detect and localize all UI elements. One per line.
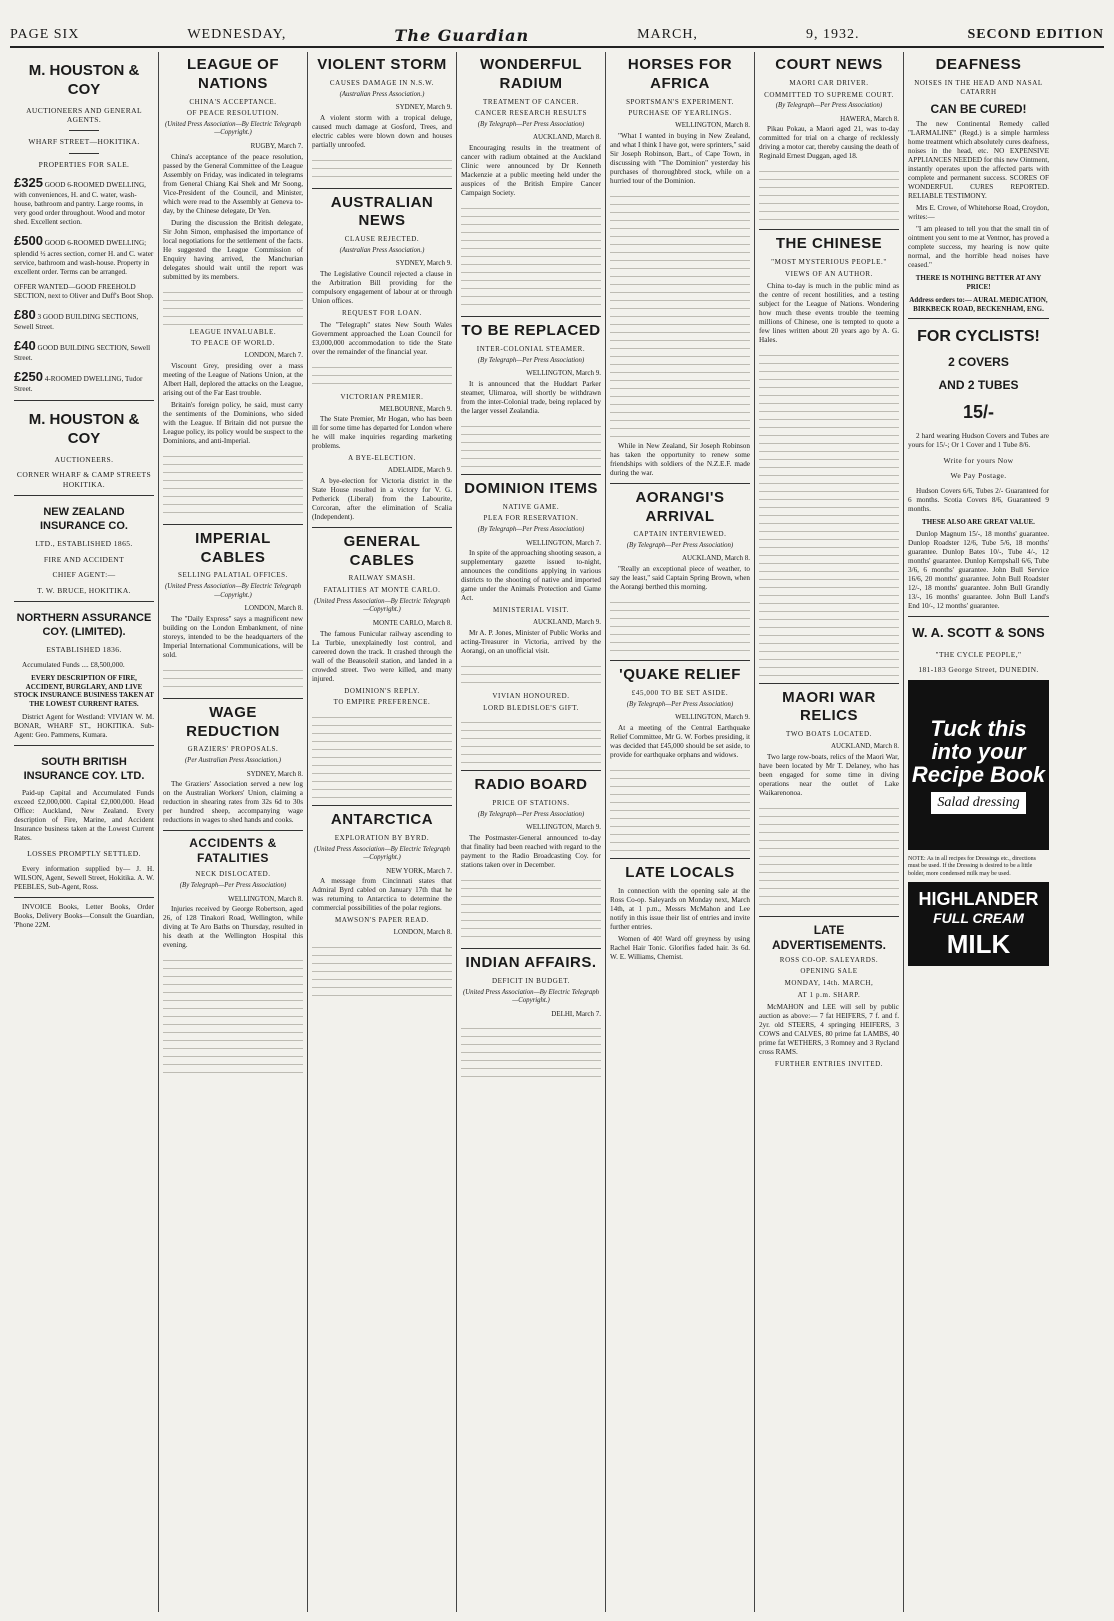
subhead: MONDAY, 14th. MARCH,	[784, 979, 874, 988]
divider	[461, 474, 601, 475]
subhead: EXPLORATION BY BYRD.	[334, 833, 430, 842]
property-price: £500	[14, 233, 43, 249]
article-text: A message from Cincinnati states that Admiral Byrd cabled on January 17th that he was returning to Antarctica to determine the commercial possibilities of the polar regions.	[312, 877, 452, 913]
text-continuation	[461, 873, 601, 943]
credit: (Australian Press Association.)	[339, 246, 425, 254]
column-2	[159, 52, 308, 1612]
article-text: The Postmaster-General announced to-day that finality had been reached with regard to the payment to the Radio Broadcasting Coy. for stations taken over in December.	[461, 834, 601, 870]
ad-text: "I am pleased to tell you that the small tin of ointment you sent to me at Ventnor, has proved a complete success, my hearing is now quite normal, and the horrible head noises have ceased."	[908, 225, 1049, 270]
property-text: GOOD 6-ROOMED DWELLING; splendid ½ acres section, corner H. and C. water service, bathroom and wash-house. Property in excellent order. Terms can be arranged.	[14, 239, 154, 276]
credit: (By Telegraph—Per Press Association)	[775, 102, 883, 110]
ad-price: 15/-	[962, 402, 995, 423]
subhead: PLEA FOR RESERVATION.	[483, 514, 579, 523]
article-text: The "Daily Express" says a magnificent new building on the London Embankment, of nine storeys, intended to be the headquarters of the Imperial International Communications, will be sold.	[163, 614, 303, 659]
ad-deafness-title: DEAFNESS	[935, 56, 1022, 73]
headline-maori-war-relics: MAORI WAR RELICS	[782, 688, 876, 725]
dateline: WELLINGTON, March 8.	[228, 894, 303, 903]
ad-south-british-title: SOUTH BRITISH INSURANCE COY. LTD.	[23, 755, 145, 782]
property-2	[14, 233, 154, 276]
ad-south-british-info: Every information supplied by— J. H. WILSON, Agent, Sewell Street, Hokitika. A. W. PEEBLES, Sub-Agent, Ross.	[14, 864, 154, 891]
headline-australian-news: AUSTRALIAN NEWS	[330, 193, 434, 230]
article-text: While in New Zealand, Sir Joseph Robinson has taken the opportunity to renew some friendships with soldiers of the N.Z.E.F. made during the war.	[610, 441, 750, 477]
ad-northern-assurance-agent: District Agent for Westland: VIVIAN W. M. BONAR, WHARF ST., HOKITIKA. Sub-Agent: Geo. Pammens, Kumara.	[14, 712, 154, 739]
text-continuation	[759, 164, 899, 224]
credit: (Australian Press Association.)	[339, 90, 425, 98]
credit: (United Press Association—By Electric Telegraph—Copyright.)	[462, 988, 600, 1005]
divider	[759, 916, 899, 917]
masthead	[10, 24, 1104, 48]
headline-accidents: ACCIDENTS & FATALITIES	[189, 836, 277, 866]
subhead: NECK DISLOCATED.	[195, 870, 271, 879]
headline-wonderful-radium: WONDERFUL RADIUM	[480, 56, 582, 92]
headline-imperial-cables: IMPERIAL CABLES	[195, 529, 271, 566]
article-text: In connection with the opening sale at the Ross Co-op. Saleyards on Monday next, March 14th, at 1 p.m., Messrs McMahon and Lee notify in this issue their list of entries and invite further entries.	[610, 886, 750, 931]
subhead: CLAUSE REJECTED.	[344, 235, 420, 244]
subhead: COMMITTED TO SUPREME COURT.	[764, 90, 894, 99]
credit: (By Telegraph—Per Press Association)	[477, 121, 585, 128]
subhead: A BYE-ELECTION.	[348, 454, 416, 463]
ad-recipe-book	[908, 680, 1049, 850]
headline-to-be-replaced: TO BE REPLACED	[461, 322, 601, 340]
dateline: LONDON, March 8.	[244, 604, 303, 613]
credit: (United Press Association—By Electric Telegraph—Copyright.)	[164, 583, 302, 599]
ad-northern-assurance-title: NORTHERN ASSURANCE COY. (LIMITED).	[16, 611, 152, 638]
ad-northern-assurance-funds: Accumulated Funds .... £8,500,000.	[22, 660, 125, 669]
dateline: RUGBY, March 7.	[250, 141, 303, 150]
dateline: AUCKLAND, March 8.	[532, 133, 601, 142]
ad-houston-auctioneers: AUCTIONEERS.	[54, 454, 114, 464]
dateline: SYDNEY, March 8.	[246, 769, 303, 778]
text-continuation	[759, 801, 899, 911]
headline-violent-storm: VIOLENT STORM	[317, 56, 447, 73]
property-5	[14, 338, 154, 363]
article-text: McMAHON and LEE will sell by public auction as above:— 7 fat HEIFERS, 7 f. and f. 2yr. old STEERS, 4 springing HEIFERS, 3 COWS and CALVES, 80 prime fat LAMBS, 40 prime fat WETHERS, 3 Romney and 3 Rycland cross RAMS.	[759, 1002, 899, 1056]
ad-text: Write for yours Now	[943, 455, 1014, 465]
divider	[163, 830, 303, 831]
divider	[14, 745, 154, 746]
ad-houston-line3: PROPERTIES FOR SALE.	[38, 159, 130, 169]
subhead: FURTHER ENTRIES INVITED.	[774, 1059, 884, 1068]
article-text: The Legislative Council rejected a clause in the Arbitration Bill providing for the compulsory engagement of labour at or through Union offices.	[312, 270, 452, 306]
text-continuation	[461, 1021, 601, 1081]
divider	[69, 153, 99, 154]
ad-text: Mrs E. Crowe, of Whitehorse Road, Croydon, writes:—	[908, 204, 1049, 222]
credit: (Per Australian Press Association.)	[184, 757, 282, 765]
subhead: PURCHASE OF YEARLINGS.	[628, 109, 732, 118]
ad-nz-insurance-name: T. W. BRUCE, HOKITIKA.	[37, 585, 131, 595]
divider	[461, 770, 601, 771]
ad-text: The new Continental Remedy called "LARMALINE" (Regd.) is a simple harmless home treatment which absolutely cures deafness, noises in the head, etc. NO EXPENSIVE APPLIANCES NEEDED for this new Ointment, instantly operates upon the affected parts with complete and permanent success. SCORES OF WONDERFUL CURES REPORTED. RELIABLE TESTIMONY.	[908, 120, 1049, 201]
text-continuation	[461, 419, 601, 469]
property-text: 4-ROOMED DWELLING, Tudor Street.	[14, 375, 143, 394]
date: 9, 1932.	[805, 27, 860, 42]
milk-word: MILK	[946, 928, 1011, 959]
subhead: VIEWS OF AN AUTHOR.	[784, 269, 873, 278]
credit: (United Press Association—By Electric Telegraph—Copyright.)	[313, 845, 451, 862]
divider	[610, 483, 750, 484]
text-continuation	[610, 595, 750, 655]
credit: (By Telegraph—Per Press Association)	[179, 882, 287, 890]
ad-scott-tagline: "THE CYCLE PEOPLE,"	[935, 649, 1022, 659]
divider	[461, 948, 601, 949]
headline-antarctica: ANTARCTICA	[330, 811, 434, 829]
ad-houston-title-2: M. HOUSTON & COY	[28, 411, 140, 447]
text-continuation	[312, 153, 452, 183]
credit: (By Telegraph—Per Press Association)	[477, 810, 585, 818]
ad-northern-assurance-est: ESTABLISHED 1836.	[46, 645, 122, 655]
dateline: WELLINGTON, March 9.	[675, 713, 750, 722]
column-7	[904, 52, 1053, 1612]
subhead: INTER-COLONIAL STEAMER.	[476, 344, 586, 353]
property-text: 3 GOOD BUILDING SECTIONS, Sewell Street.	[14, 312, 139, 331]
dateline: AUCKLAND, March 8.	[830, 741, 899, 750]
ad-note: NOTE: As in all recipes for Dressings etc., directions must be used. If the Dressing is desired to be a little bolder, more condensed milk may be used.	[908, 856, 1036, 877]
article-text: A bye-election for Victoria district in the State House resulted in a victory for V. G. Petherick (Liberal) from the Labourite, Corcoran, after the elimination of Scalia (Independent).	[312, 476, 452, 521]
ad-scott-title: W. A. SCOTT & SONS	[912, 625, 1045, 641]
divider	[14, 601, 154, 602]
property-price: £250	[14, 369, 43, 384]
article-text: China's acceptance of the peace resolution, passed by the General Committee of the League Assembly on Friday, was indicated in telegrams from General Chiang Kai Shek and Mr Soong, Vice-President of the Council, and Minister, which were read to the Assembly at Geneva to-day, by the Chinese delegate, Dr Yen.	[163, 152, 303, 215]
credit: (By Telegraph—Per Press Association)	[626, 542, 734, 549]
dateline: LONDON, March 7.	[244, 351, 303, 360]
article-text: During the discussion the British delegate, Sir John Simon, emphasised the importance of local negotiations for the settlement of the facts. He suggested the League Commission of Enquiry having arrived, the Manchurian delegates should wait until the report was submitted by its members.	[163, 218, 303, 281]
subhead: CAPTAIN INTERVIEWED.	[633, 530, 727, 539]
headline-league: LEAGUE OF NATIONS	[186, 56, 279, 92]
dateline: MELBOURNE, March 9.	[379, 404, 452, 413]
divider	[312, 527, 452, 528]
headline-wage-reduction: WAGE REDUCTION	[186, 703, 280, 740]
subhead: CAUSES DAMAGE IN N.S.W.	[329, 78, 435, 87]
ad-nz-insurance-fire: FIRE AND ACCIDENT	[43, 554, 125, 564]
ad-highlander-milk	[908, 882, 1049, 967]
ad-nz-insurance-agent: CHIEF AGENT:—	[52, 570, 116, 580]
article-text: The famous Funicular railway ascending to La Turbie, unexplainedly lost control, and careered down the track. It crashed through the wall of the Beausoleil station, and landed in a crowded street. Two were killed, and many injured.	[312, 629, 452, 683]
milk-type: FULL CREAM	[933, 910, 1024, 927]
divider	[312, 805, 452, 806]
headline-dominion-items: DOMINION ITEMS	[464, 479, 598, 497]
subhead: DOMINION'S REPLY.	[344, 686, 420, 695]
subhead: TO EMPIRE PREFERENCE.	[333, 698, 431, 707]
text-continuation	[163, 663, 303, 693]
credit: (By Telegraph—Per Press Association)	[477, 356, 585, 364]
text-continuation	[163, 449, 303, 519]
article-text: Britain's foreign policy, he said, must carry the sentiments of the Dominions, who sided with the League. If Britain did not pursue the League policy, its policy would be suspect to the Dominions, and anti-Imperial.	[163, 400, 303, 445]
divider	[908, 616, 1049, 617]
divider	[14, 495, 154, 496]
subhead: "MOST MYSTERIOUS PEOPLE."	[771, 258, 887, 267]
ad-salad-dressing: Salad dressing	[931, 792, 1025, 814]
divider	[461, 316, 601, 317]
ad-south-british-text: Paid-up Capital and Accumulated Funds exceed £2,000,000. Capital £2,000,000. Head Office: Auckland, New Zealand. Every description of Fire, Marine, and Accident Insurance business taken at the Lowest Current Rates.	[14, 789, 154, 843]
headline-court-news: COURT NEWS	[775, 56, 883, 73]
dateline: WELLINGTON, March 9.	[526, 823, 601, 832]
subhead: ROSS CO-OP. SALEYARDS.	[779, 955, 879, 964]
ad-deafness-cure: CAN BE CURED!	[930, 102, 1027, 117]
subhead: PRICE OF STATIONS.	[492, 799, 570, 808]
ad-for-cyclists: FOR CYCLISTS!	[917, 328, 1040, 346]
headline-late-locals: LATE LOCALS	[625, 863, 735, 881]
article-text: The Graziers' Association served a new log on the Australian Workers' Union, claiming a reduction in shearing rates from 32s 6d to 30s per hundred sheep, accompanying wage reductions in wages to shed hands and cooks.	[163, 780, 303, 825]
page-number: PAGE SIX	[10, 27, 80, 42]
divider	[610, 858, 750, 859]
credit: (By Telegraph—Per Press Association)	[477, 526, 585, 534]
subhead: TREATMENT OF CANCER.	[482, 97, 580, 106]
subhead: RAILWAY SMASH.	[348, 574, 416, 583]
ad-tubes: AND 2 TUBES	[938, 378, 1019, 393]
credit: (United Press Association—By Electric Telegraph—Copyright.)	[313, 597, 451, 614]
dateline: DELHI, March 7.	[551, 1009, 601, 1018]
ad-subhead: THESE ALSO ARE GREAT VALUE.	[922, 517, 1035, 526]
headline-aorangis-arrival: AORANGI'S ARRIVAL	[635, 488, 725, 525]
text-continuation	[610, 763, 750, 853]
subhead: NATIVE GAME.	[502, 502, 560, 511]
ad-price-list: Dunlop Magnum 15/-, 18 months' guarantee. Dunlop Roadster 12/6, Tube 5/6, 18 months' guarantee. Dunlop Bates 10/-, Tube 4/-, 12 months' guarantee. Dunlop Kempshall 6/6, Tube 3/6, 6 months' guarantee. John Bull Service 16/6, 20 months' guarantee. John Bull Roadster 12/-, 18 months' guarantee. John Bull Grandly 13/-, 16 months' guarantee. John Bull Land's End 10/-, 12 months' guarantee.	[908, 530, 1049, 611]
dateline: SYDNEY, March 9.	[395, 259, 452, 268]
ad-recipe-headline: Tuck this into your Recipe Book	[911, 715, 1046, 788]
article-text: Two large row-boats, relics of the Maori War, have been located by Mr T. Delaney, who has been engaged for some time in diving operations near the outlet of Lake Waikarenonoa.	[759, 752, 899, 797]
property-4	[14, 307, 154, 332]
ad-houston-line1: AUCTIONEERS AND GENERAL AGENTS.	[26, 105, 142, 124]
column-5	[606, 52, 755, 1612]
text-continuation	[163, 953, 303, 1073]
edition: SECOND EDITION	[967, 27, 1104, 42]
subhead: NOISES IN THE HEAD AND NASAL CATARRH	[914, 78, 1043, 96]
article-text: Women of 40! Ward off greyness by using Rachel Hair Tonic. Glorifies faded hair. 3s 6d. W. E. Williams, Chemist.	[610, 934, 750, 961]
ad-invoice-books: INVOICE Books, Letter Books, Order Books, Delivery Books—Consult the Guardian, 'Phone 22M.	[14, 902, 154, 929]
subhead: VICTORIAN PREMIER.	[340, 392, 424, 401]
property-1	[14, 175, 154, 227]
text-continuation	[610, 189, 750, 439]
text-continuation	[163, 285, 303, 325]
article-text: It is announced that the Huddart Parker steamer, Ulimaroa, will shortly be withdrawn from the inter-Colonial trade, being replaced by the larger vessel Zealandia.	[461, 379, 601, 415]
property-price: £40	[14, 337, 36, 353]
text-continuation	[461, 715, 601, 765]
property-price: £80	[14, 306, 36, 322]
subhead: FATALITIES AT MONTE CARLO.	[323, 586, 441, 595]
headline-indian-affairs: INDIAN AFFAIRS.	[465, 954, 597, 972]
divider	[163, 524, 303, 525]
headline-radio-board: RADIO BOARD	[474, 776, 588, 794]
subhead: MAORI CAR DRIVER.	[789, 78, 869, 87]
property-text: GOOD 6-ROOMED DWELLING, with conveniences, H. and C. water, wash-house, bathroom and pantry. Large rooms, in very good order throughout. Wood and motor shed. Excellent section.	[14, 181, 146, 227]
divider	[759, 683, 899, 684]
ad-south-british-losses: LOSSES PROMPTLY SETTLED.	[27, 849, 141, 859]
subhead: CANCER RESEARCH RESULTS	[475, 109, 587, 118]
ad-northern-assurance-desc: EVERY DESCRIPTION OF FIRE, ACCIDENT, BURGLARY, AND LIVE STOCK INSURANCE BUSINESS TAKEN AT THE LOWEST CURRENT RATES.	[14, 673, 154, 708]
divider	[14, 897, 154, 898]
subhead: VIVIAN HONOURED.	[492, 691, 570, 700]
subhead: OPENING SALE	[800, 967, 858, 976]
dateline: WELLINGTON, March 8.	[675, 121, 750, 129]
ad-nz-insurance-est: LTD., ESTABLISHED 1865.	[35, 539, 133, 549]
property-price: £325	[14, 175, 43, 190]
subhead: LORD BLEDISLOE'S GIFT.	[483, 703, 579, 712]
text-continuation	[312, 360, 452, 390]
ad-houston-title: M. HOUSTON & COY	[28, 62, 140, 98]
property-3: OFFER WANTED—GOOD FREEHOLD SECTION, next to Oliver and Duff's Boot Shop.	[14, 282, 154, 300]
dateline: MONTE CARLO, March 8.	[372, 618, 452, 627]
dateline: AUCKLAND, March 9.	[532, 618, 601, 627]
column-6	[755, 52, 904, 1612]
dateline: ADELAIDE, March 9.	[387, 466, 452, 475]
article-text: Mr A. P. Jones, Minister of Public Works and acting-Treasurer in Victoria, arrived by the Aorangi, on an unofficial visit.	[461, 628, 601, 655]
divider	[759, 229, 899, 230]
divider	[908, 318, 1049, 319]
headline-horses-for-africa: HORSES FOR AFRICA	[627, 56, 733, 92]
ad-text: We Pay Postage.	[950, 471, 1007, 481]
article-text: "Really an exceptional piece of weather, to say the least," said Captain Spring Brown, when the Aorangi berthed this morning.	[610, 565, 750, 592]
property-text: GOOD BUILDING SECTION, Sewell Street.	[14, 343, 151, 362]
article-text: In spite of the approaching shooting season, a supplementary gazette issued to-night, announces the conditions applying in various districts to the shooting of native and imported game under the Animals Protection and Game Act.	[461, 549, 601, 603]
subhead: £45,000 TO BE SET ASIDE.	[631, 688, 729, 697]
article-text: "What I wanted in buying in New Zealand, and what I think I have got, were sprinters," said Sir Joseph Robinson, Bart., of Cape Town, in discussing with "The Dominion" yesterday his purchases of thoroughbred stock, while on a hurried tour of the Dominion.	[610, 131, 750, 185]
subhead: SPORTSMAN'S EXPERIMENT.	[626, 97, 734, 106]
text-continuation	[312, 940, 452, 1000]
article-text: At a meeting of the Central Earthquake Relief Committee, Mr G. W. Forbes presiding, it was decided that £45,000 should be set aside, to provide for earthquake orphans and widows.	[610, 723, 750, 759]
subhead: SELLING PALATIAL OFFICES.	[178, 571, 288, 580]
article-text: A violent storm with a tropical deluge, caused much damage at Gosford, Trees, and electric cables were blown down and houses partially unroofed.	[312, 113, 452, 149]
property-6	[14, 369, 154, 394]
text-continuation	[312, 710, 452, 800]
ad-text: THERE IS NOTHING BETTER AT ANY PRICE!	[915, 274, 1042, 291]
subhead: MAWSON'S PAPER READ.	[335, 916, 429, 925]
article-text: Viscount Grey, presiding over a mass meeting of the League of Nations Union, at the Albert Hall, deplored the attacks on the League, arising out of the Far East trouble.	[163, 361, 303, 397]
subhead: TWO BOATS LOCATED.	[785, 730, 873, 739]
subhead: LEAGUE INVALUABLE.	[189, 327, 277, 336]
subhead: TO PEACE OF WORLD.	[191, 339, 275, 348]
subhead: CHINA'S ACCEPTANCE.	[189, 97, 277, 106]
ad-covers: 2 COVERS	[948, 355, 1009, 370]
dateline: LONDON, March 8.	[393, 928, 452, 937]
headline-general-cables: GENERAL CABLES	[343, 532, 421, 569]
ad-nz-insurance-title: NEW ZEALAND INSURANCE CO.	[39, 505, 128, 532]
subhead: GRAZIERS' PROPOSALS.	[187, 745, 279, 754]
dateline: WELLINGTON, March 7.	[526, 538, 601, 547]
divider	[610, 660, 750, 661]
ad-text: Hudson Covers 6/6, Tubes 2/- Guaranteed for 6 months. Scotia Covers 8/6, Guaranteed 9 months.	[908, 486, 1049, 513]
month: MARCH,	[637, 27, 698, 42]
text-continuation	[461, 201, 601, 311]
dateline: HAWERA, March 8.	[840, 114, 899, 123]
divider	[312, 188, 452, 189]
column-4	[457, 52, 606, 1612]
credit: (United Press Association—By Electric Telegraph—Copyright.)	[164, 121, 302, 137]
article-text: The State Premier, Mr Hogan, who has been ill for some time has departed for London where he will make inquiries regarding marketing problems.	[312, 415, 452, 451]
column-3	[308, 52, 457, 1612]
article-text: China to-day is much in the public mind as the centre of recent hostilities, and a testing subject for the League of Nations. Wondering how much these events trouble the teeming millions of Chinese, one is tempted to quote a few lines written about 20 years ago by A. G. Hales.	[759, 281, 899, 344]
ad-text: 2 hard wearing Hudson Covers and Tubes are yours for 15/-; Or 1 Cover and 1 Tube 8/6.	[908, 431, 1049, 449]
ad-houston-address: CORNER WHARF & CAMP STREETS HOKITIKA.	[16, 470, 152, 489]
divider	[14, 400, 154, 401]
credit: (By Telegraph—Per Press Association)	[626, 700, 734, 708]
text-continuation	[461, 659, 601, 689]
divider	[69, 130, 99, 131]
article-text: Pikau Pokau, a Maori aged 21, was to-day committed for trial on a charge of recklessly driving a motor car, thereby causing the death of Reginald Ernest Duggan, aged 18.	[759, 125, 899, 161]
text-continuation	[759, 348, 899, 678]
dateline: NEW YORK, March 7.	[386, 866, 452, 875]
article-text: Injuries received by George Robertson, aged 26, of 128 Tinakori Road, Wellington, while diving at Te Aro Baths on Thursday, resulted in his death at the Wellington Hospital this evening.	[163, 905, 303, 950]
paper-name: The Guardian	[394, 25, 530, 45]
dateline: WELLINGTON, March 9.	[526, 369, 601, 378]
dateline: SYDNEY, March 9.	[395, 102, 452, 111]
divider	[163, 698, 303, 699]
ad-houston-line2: WHARF STREET—HOKITIKA.	[28, 137, 140, 147]
article-text: Encouraging results in the treatment of cancer with radium obtained at the Auckland Clinic were announced by Dr Kenneth Mackenzie at a public meeting held under the auspices of the British Empire Cancer Campaign Society.	[461, 144, 601, 198]
headline-the-chinese: THE CHINESE	[775, 235, 883, 253]
subhead: AT 1 p.m. SHARP.	[797, 990, 861, 999]
dateline: AUCKLAND, March 8.	[681, 554, 750, 563]
subhead: REQUEST FOR LOAN.	[342, 309, 422, 318]
headline-late-advertisements: LATE ADVERTISEMENTS.	[771, 922, 886, 952]
milk-brand: HIGHLANDER	[918, 888, 1039, 909]
article-text: The "Telegraph" states New South Wales Government approached the Loan Council for £3,000,000 accommodation to tide the State over the remainder of the financial year.	[312, 320, 452, 356]
ad-address: Address orders to:— AURAL MEDICATION, BIRKBECK ROAD, BECKENHAM, ENG.	[909, 295, 1048, 313]
subhead: MINISTERIAL VISIT.	[493, 606, 569, 615]
subhead: DEFICIT IN BUDGET.	[491, 976, 570, 985]
subhead: OF PEACE RESOLUTION.	[186, 109, 280, 118]
ad-scott-address: 181-183 George Street, DUNEDIN.	[918, 664, 1039, 674]
column-1	[10, 52, 159, 1612]
headline-quake-relief: 'QUAKE RELIEF	[619, 666, 741, 684]
day: WEDNESDAY,	[187, 27, 287, 42]
